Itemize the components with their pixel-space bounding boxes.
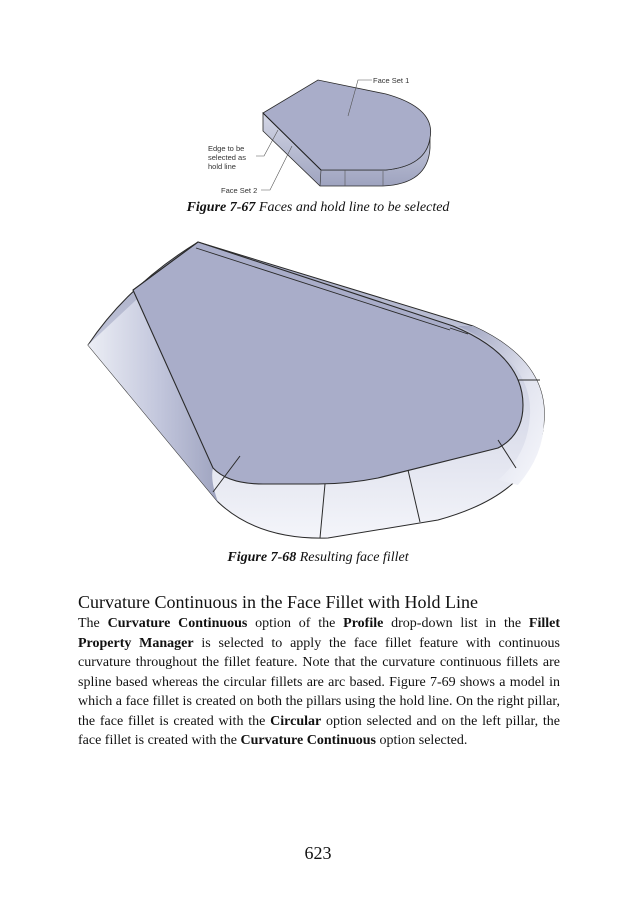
para-text-2: option of the xyxy=(247,616,344,631)
figure-7-68-number: Figure 7-68 xyxy=(227,550,297,565)
para-bold-curvature-continuous: Curvature Continuous xyxy=(107,616,248,631)
figure-7-67-image xyxy=(190,68,450,198)
figure-7-68-image xyxy=(78,230,564,548)
label-face-set-2: Face Set 2 xyxy=(221,186,258,195)
figure-7-67-number: Figure 7-67 xyxy=(186,200,256,215)
label-edge-line-2: selected as xyxy=(208,153,246,162)
figure-7-68-text: Resulting face fillet xyxy=(296,550,409,565)
figure-7-67-caption xyxy=(0,200,636,216)
page-number: 623 xyxy=(304,843,332,863)
face-set-1-top xyxy=(263,80,431,170)
para-text-5: option selected and on the left pillar, the face fillet is created with the xyxy=(78,713,560,748)
para-text-1: The xyxy=(78,616,108,631)
para-bold-profile: Profile xyxy=(343,616,384,631)
para-text-6: option selected. xyxy=(375,733,468,748)
body-paragraph xyxy=(78,614,560,751)
figure-7-67-text: Faces and hold line to be selected xyxy=(255,200,450,215)
para-bold-curvature-continuous-2: Curvature Continuous xyxy=(240,733,376,748)
figure-7-68-caption xyxy=(0,550,636,566)
para-bold-fillet-property-manager: Fillet Property Manager xyxy=(78,616,561,651)
label-face-set-1: Face Set 1 xyxy=(373,76,410,85)
para-text-4: is selected to apply the face fillet feature with continuous curvature throughout the fillet feature. Note that the curvature continuous fillets are spline based whereas the circular fillets are arc based. Figure 7-69 shows a model in which a face fillet is created on both the pillars using the hold line. On the right pillar, the face fillet is created with the xyxy=(78,635,560,729)
para-text-3: drop-down list in the xyxy=(383,616,529,631)
label-edge-line-1: Edge to be xyxy=(208,144,245,153)
section-title: Curvature Continuous in the Face Fillet with Hold Line xyxy=(78,592,478,612)
para-bold-circular: Circular xyxy=(270,713,322,729)
label-edge-line-3: hold line xyxy=(208,162,236,171)
